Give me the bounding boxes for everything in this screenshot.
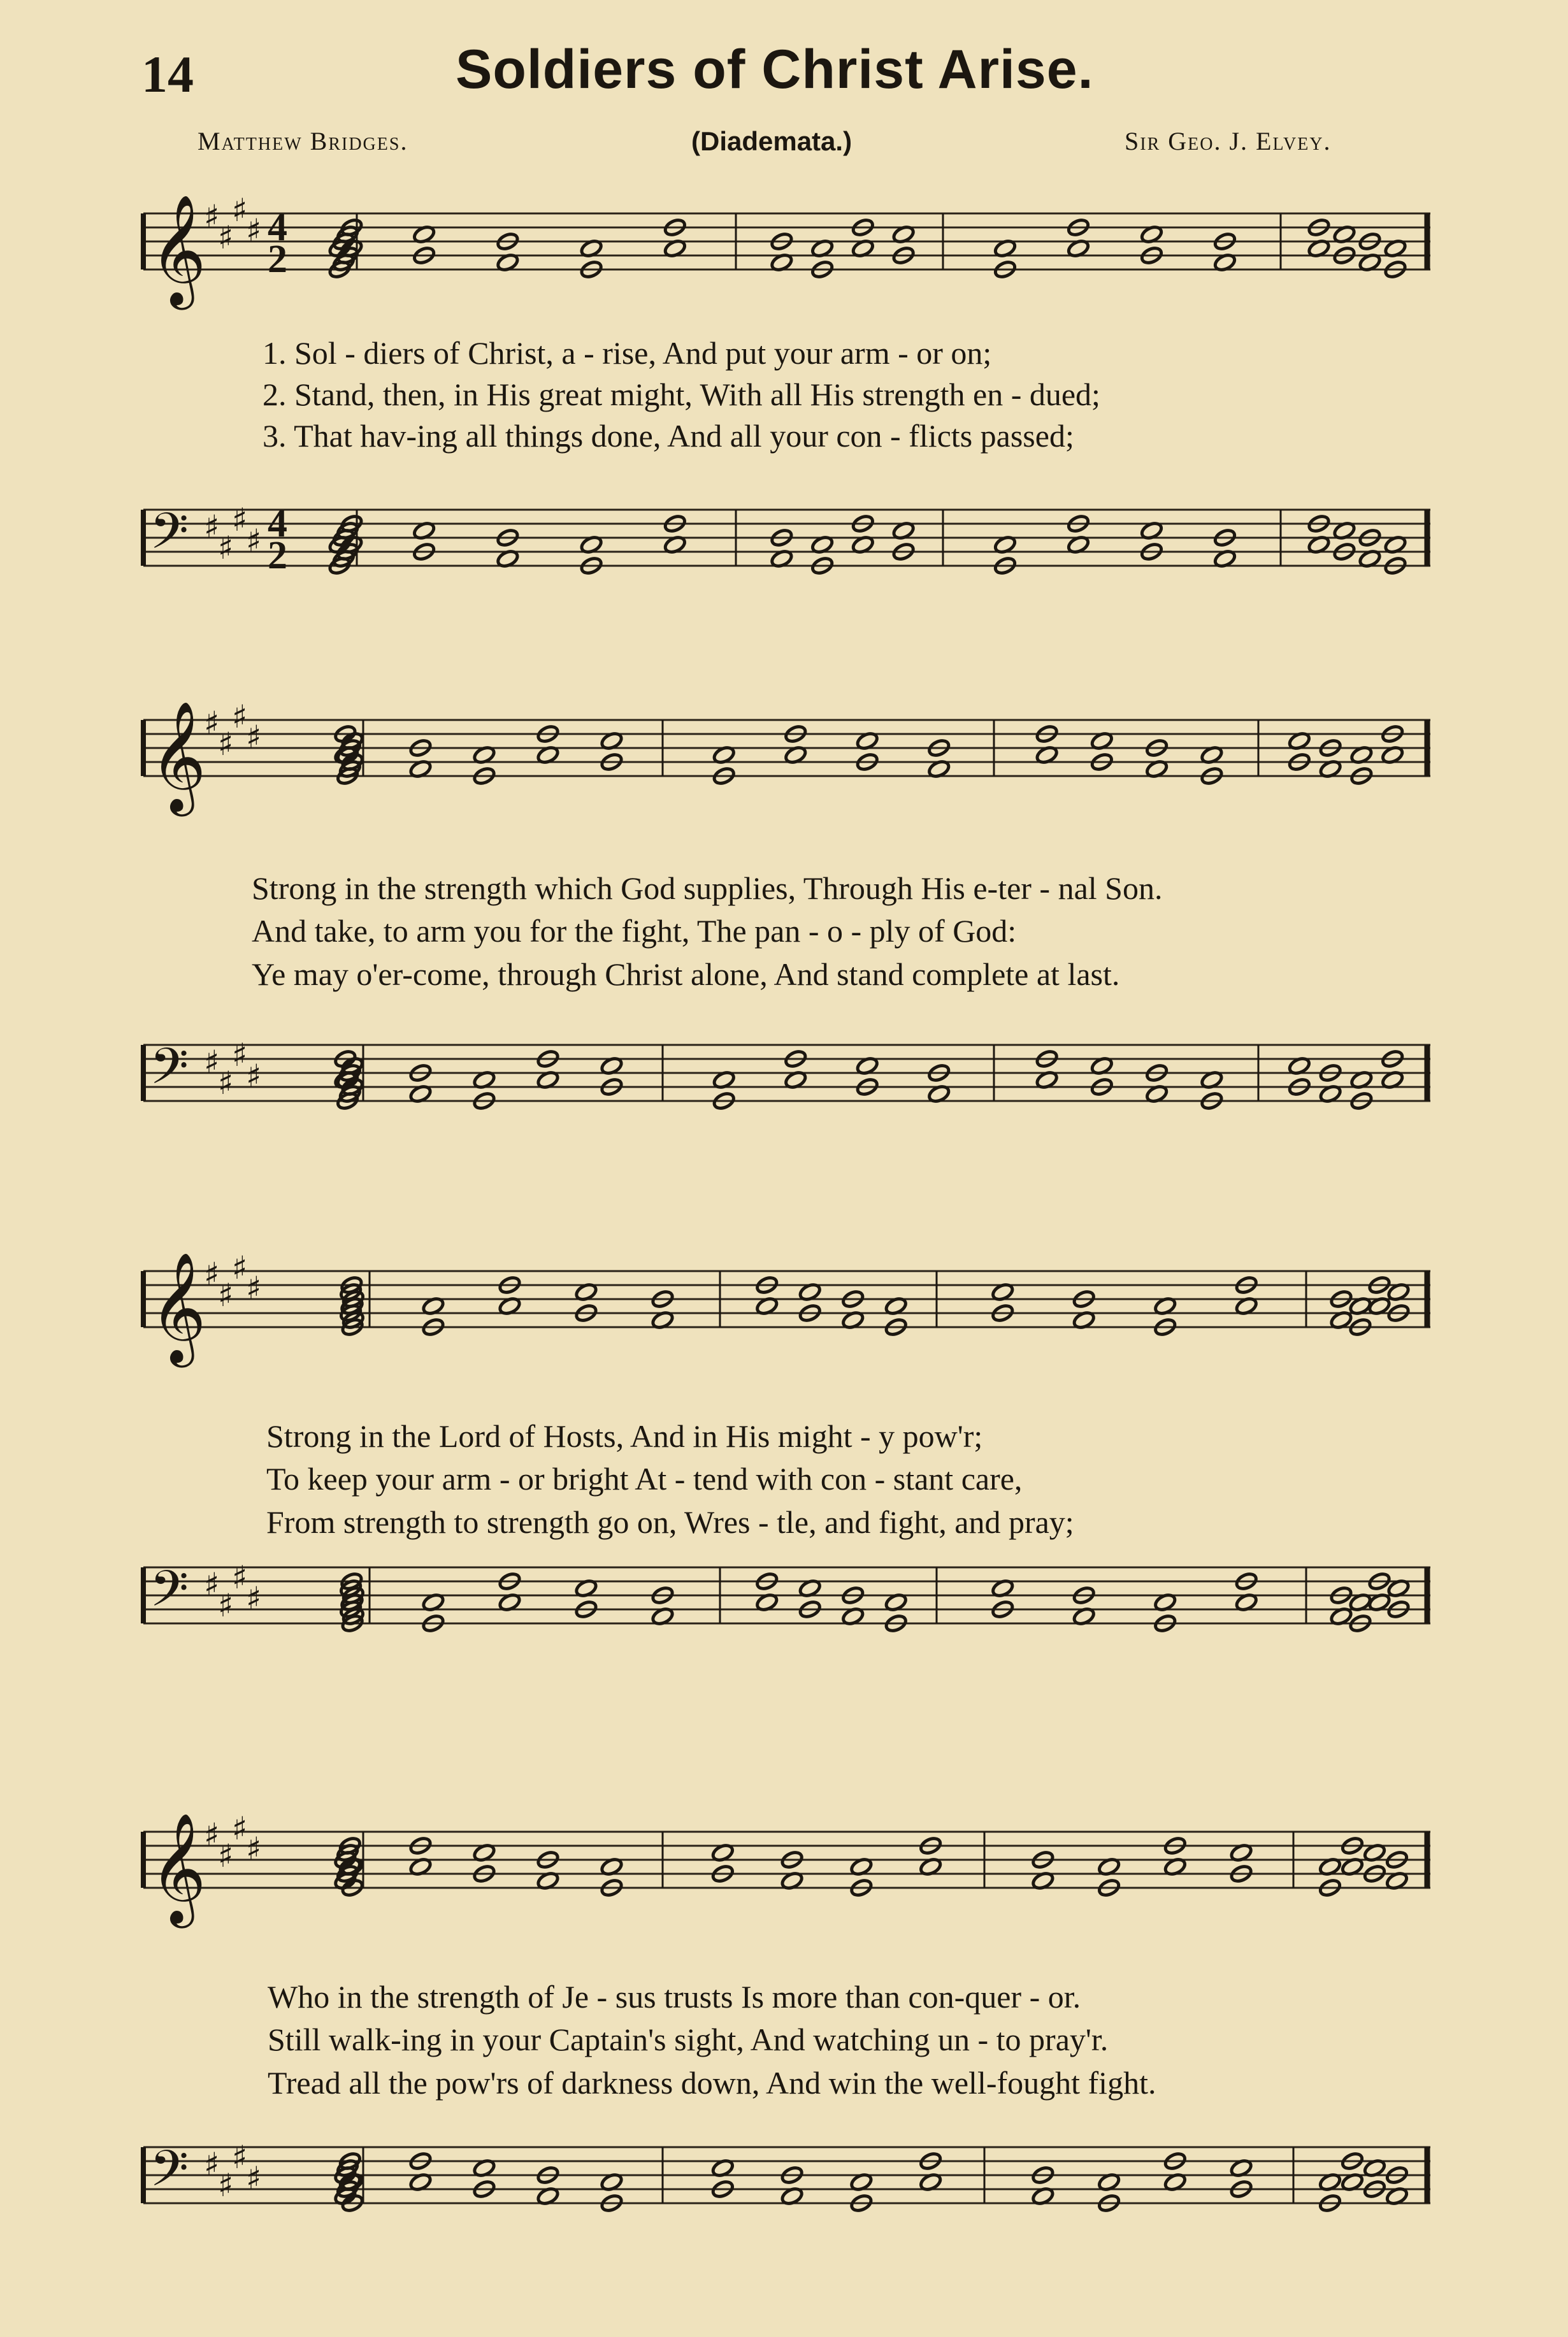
sharp-icon: ♯ [246,1830,262,1867]
system-1-treble-staff [0,188,1568,334]
system-4-verse-1: Who in the strength of Je - sus trusts Is more than con-quer - or. [268,1979,1081,2015]
treble-clef-icon: 𝄞 [150,701,206,812]
system-4-treble-staff [0,1806,1568,1972]
sharp-icon: ♯ [218,529,234,566]
tune-name: (Diademata.) [691,126,852,156]
sharp-icon: ♯ [232,192,248,229]
hymn-title: Soldiers of Christ Arise. [456,39,1094,100]
sharp-icon: ♯ [204,705,220,742]
sharp-icon: ♯ [232,1810,248,1847]
sharp-icon: ♯ [246,212,262,249]
system-3-treble-staff [0,1246,1568,1411]
system-1-verse-1: 1. Sol - diers of Christ, a - rise, And put your arm - or on; [263,335,992,371]
bass-clef-icon: 𝄢 [150,503,189,573]
time-signature-top: 4 [268,502,287,545]
sharp-icon: ♯ [204,2146,220,2183]
system-4-verse-2: Still walk-ing in your Captain's sight, And watching un - to pray'r. [268,2022,1109,2057]
sharp-icon: ♯ [204,1566,220,1603]
sharp-icon: ♯ [204,198,220,235]
sharp-icon: ♯ [218,2167,234,2204]
system-3-bass-staff [0,1542,1568,1688]
treble-clef-icon: 𝄞 [150,194,206,305]
system-2-treble-staff [0,694,1568,860]
bass-clef-icon: 𝄢 [150,1038,189,1108]
system-1-bass-staff [0,484,1568,631]
sharp-icon: ♯ [204,1044,220,1081]
sharp-icon: ♯ [232,1037,248,1074]
system-2-bass-staff [0,1019,1568,1166]
sharp-icon: ♯ [204,1816,220,1853]
page-number: 14 [141,45,194,103]
author-credit: Matthew Bridges. [198,127,408,155]
system-3-verse-3: From strength to strength go on, Wres - tle, and fight, and pray; [266,1504,1074,1540]
bass-clef-icon: 𝄢 [150,2140,189,2210]
sharp-icon: ♯ [218,1065,234,1102]
sharp-icon: ♯ [232,1249,248,1286]
time-signature-bottom: 2 [268,534,287,577]
system-4-bass-staff [0,2122,1568,2268]
sharp-icon: ♯ [232,1559,248,1596]
sharp-icon: ♯ [218,219,234,256]
sharp-icon: ♯ [246,522,262,559]
treble-clef-icon: 𝄞 [150,1813,206,1924]
system-4-verse-3: Tread all the pow'rs of darkness down, And win the well-fought fight. [268,2065,1156,2101]
system-2-verse-2: And take, to arm you for the fight, The pan - o - ply of God: [252,913,1017,949]
sharp-icon: ♯ [218,1837,234,1874]
time-signature-top: 4 [268,206,287,249]
time-signature-bottom: 2 [268,238,287,281]
bass-clef-icon: 𝄢 [150,1560,189,1630]
system-2-verse-1: Strong in the strength which God supplies, Through His e-ter - nal Son. [252,870,1163,906]
sharp-icon: ♯ [218,726,234,763]
system-3-verse-2: To keep your arm - or bright At - tend with con - stant care, [266,1461,1023,1497]
system-2-verse-3: Ye may o'er-come, through Christ alone, And stand complete at last. [252,956,1120,992]
treble-clef-icon: 𝄞 [150,1252,206,1363]
sharp-icon: ♯ [246,2160,262,2197]
sharp-icon: ♯ [204,1256,220,1293]
system-1-verse-2: 2. Stand, then, in His great might, With all His strength en - dued; [263,377,1100,412]
composer-credit: Sir Geo. J. Elvey. [1125,127,1332,155]
system-1-verse-3: 3. That hav-ing all things done, And all your con - flicts passed; [263,418,1074,454]
sharp-icon: ♯ [246,1058,262,1095]
system-3-verse-1: Strong in the Lord of Hosts, And in His might - y pow'r; [266,1418,983,1454]
sharp-icon: ♯ [204,508,220,545]
sharp-icon: ♯ [218,1587,234,1624]
sharp-icon: ♯ [246,1580,262,1617]
sharp-icon: ♯ [246,719,262,756]
sharp-icon: ♯ [232,698,248,735]
sharp-icon: ♯ [232,2139,248,2176]
sharp-icon: ♯ [246,1270,262,1307]
sharp-icon: ♯ [218,1277,234,1314]
sharp-icon: ♯ [232,501,248,538]
